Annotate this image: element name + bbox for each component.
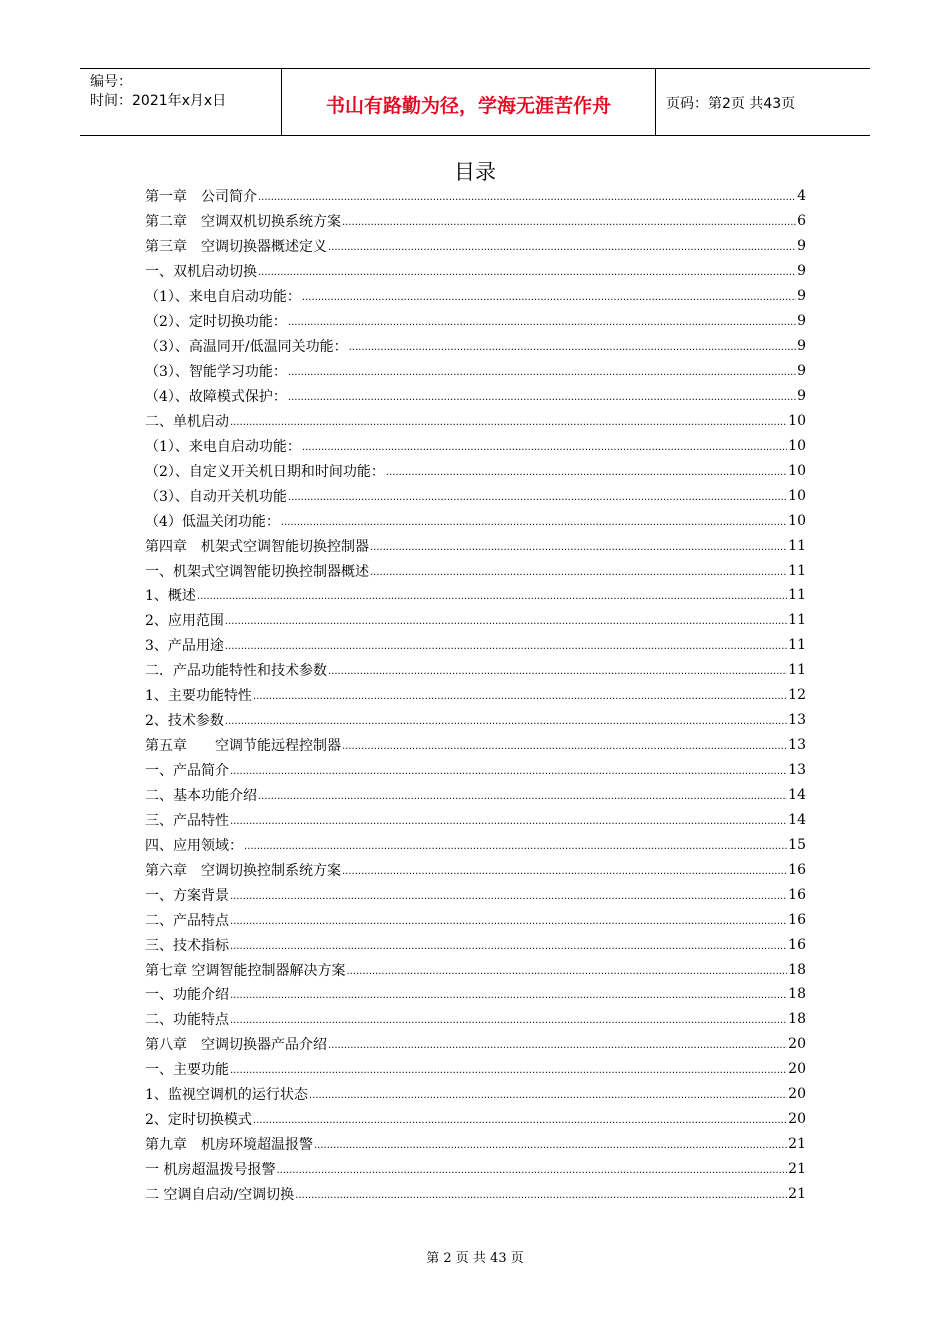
toc-entry[interactable] bbox=[145, 1082, 806, 1107]
toc-entry[interactable] bbox=[145, 758, 806, 783]
toc-leader-dots bbox=[276, 1163, 787, 1177]
toc-entry-label: 一 机房超温拨号报警 bbox=[145, 1162, 276, 1179]
toc-entry[interactable] bbox=[145, 932, 806, 957]
toc-entry-label: 二、单机启动 bbox=[145, 413, 229, 430]
toc-entry-label: （3）、高温同开/低温同关功能： bbox=[145, 339, 348, 356]
toc-leader-dots bbox=[253, 689, 787, 703]
toc-entry[interactable] bbox=[145, 209, 806, 234]
toc-leader-dots bbox=[225, 714, 787, 728]
page-header bbox=[80, 68, 870, 136]
toc-entry-page: 9 bbox=[797, 288, 806, 305]
toc-leader-dots bbox=[230, 939, 787, 953]
toc-entry[interactable] bbox=[145, 583, 806, 608]
toc-entry-page: 10 bbox=[788, 462, 806, 479]
toc-entry[interactable] bbox=[145, 408, 806, 433]
document-number: 编号： bbox=[90, 74, 132, 90]
toc-entry[interactable] bbox=[145, 658, 806, 683]
toc-entry-label: （3）、智能学习功能： bbox=[145, 364, 287, 381]
toc-leader-dots bbox=[253, 1113, 787, 1127]
toc-leader-dots bbox=[197, 589, 787, 603]
table-of-contents bbox=[145, 184, 806, 1206]
toc-entry-page: 10 bbox=[788, 437, 806, 454]
toc-entry-label: 二．产品功能特性和技术参数 bbox=[145, 663, 327, 680]
toc-entry[interactable] bbox=[145, 783, 806, 808]
toc-leader-dots bbox=[230, 814, 787, 828]
toc-entry-page: 11 bbox=[788, 562, 806, 579]
toc-entry-label: 二、基本功能介绍 bbox=[145, 787, 257, 804]
toc-entry-label: 三、技术指标 bbox=[145, 937, 229, 954]
toc-entry-label: 一、主要功能 bbox=[145, 1062, 229, 1079]
toc-leader-dots bbox=[302, 290, 796, 304]
toc-leader-dots bbox=[230, 1063, 787, 1077]
toc-entry-page: 16 bbox=[788, 911, 806, 928]
toc-entry[interactable] bbox=[145, 708, 806, 733]
toc-entry[interactable] bbox=[145, 558, 806, 583]
toc-leader-dots bbox=[295, 1188, 787, 1202]
toc-leader-dots bbox=[230, 988, 787, 1002]
toc-entry-label: 2、定时切换模式 bbox=[145, 1112, 252, 1129]
toc-entry-label: （2）、自定义开关机日期和时间功能： bbox=[145, 463, 385, 480]
toc-leader-dots bbox=[288, 390, 796, 404]
toc-leader-dots bbox=[309, 1088, 787, 1102]
toc-entry-page: 9 bbox=[797, 313, 806, 330]
toc-entry[interactable] bbox=[145, 907, 806, 932]
toc-entry[interactable] bbox=[145, 982, 806, 1007]
toc-entry[interactable] bbox=[145, 533, 806, 558]
toc-entry-page: 18 bbox=[788, 961, 806, 978]
toc-entry-page: 10 bbox=[788, 487, 806, 504]
toc-entry-page: 13 bbox=[788, 737, 806, 754]
toc-entry[interactable] bbox=[145, 234, 806, 259]
toc-entry-page: 11 bbox=[788, 662, 806, 679]
toc-entry[interactable] bbox=[145, 1132, 806, 1157]
toc-entry[interactable] bbox=[145, 309, 806, 334]
toc-leader-dots bbox=[225, 639, 787, 653]
toc-entry-page: 18 bbox=[788, 1011, 806, 1028]
toc-leader-dots bbox=[230, 415, 787, 429]
toc-entry[interactable] bbox=[145, 483, 806, 508]
toc-entry-label: 第九章 机房环境超温报警 bbox=[145, 1137, 313, 1154]
toc-entry[interactable] bbox=[145, 857, 806, 882]
toc-entry-label: 第四章 机架式空调智能切换控制器 bbox=[145, 538, 369, 555]
toc-entry[interactable] bbox=[145, 1057, 806, 1082]
toc-entry[interactable] bbox=[145, 1032, 806, 1057]
toc-entry-page: 20 bbox=[788, 1036, 806, 1053]
toc-entry-page: 18 bbox=[788, 986, 806, 1003]
document-date: 时间：2021年x月x日 bbox=[90, 93, 227, 109]
header-meta bbox=[80, 69, 282, 135]
toc-entry-page: 20 bbox=[788, 1061, 806, 1078]
toc-entry-label: （1）、来电自启动功能： bbox=[145, 438, 301, 455]
toc-leader-dots bbox=[230, 914, 787, 928]
toc-entry-page: 11 bbox=[788, 637, 806, 654]
toc-leader-dots bbox=[258, 190, 796, 204]
toc-entry-page: 9 bbox=[797, 363, 806, 380]
toc-entry[interactable] bbox=[145, 957, 806, 982]
toc-leader-dots bbox=[288, 490, 787, 504]
toc-entry-page: 9 bbox=[797, 238, 806, 255]
toc-entry-page: 12 bbox=[788, 687, 806, 704]
toc-entry-label: 一、方案背景 bbox=[145, 887, 229, 904]
toc-entry-page: 13 bbox=[788, 712, 806, 729]
toc-leader-dots bbox=[230, 764, 787, 778]
toc-leader-dots bbox=[342, 215, 796, 229]
toc-entry[interactable] bbox=[145, 259, 806, 284]
toc-entry-label: 三、产品特性 bbox=[145, 812, 229, 829]
toc-entry-label: （4）、故障模式保护： bbox=[145, 388, 287, 405]
toc-leader-dots bbox=[342, 739, 787, 753]
toc-entry-label: 四、应用领域： bbox=[145, 837, 243, 854]
toc-entry-page: 4 bbox=[797, 188, 806, 205]
toc-entry-label: （2）、定时切换功能： bbox=[145, 314, 287, 331]
toc-leader-dots bbox=[370, 540, 787, 554]
toc-leader-dots bbox=[346, 964, 787, 978]
toc-entry[interactable] bbox=[145, 633, 806, 658]
toc-entry-page: 16 bbox=[788, 886, 806, 903]
toc-entry[interactable] bbox=[145, 384, 806, 409]
toc-entry[interactable] bbox=[145, 359, 806, 384]
toc-entry-label: 第五章 空调节能远程控制器 bbox=[145, 738, 341, 755]
toc-entry-label: 3、产品用途 bbox=[145, 638, 224, 655]
toc-entry-label: 一、机架式空调智能切换控制器概述 bbox=[145, 563, 369, 580]
toc-entry-page: 15 bbox=[788, 836, 806, 853]
toc-leader-dots bbox=[328, 1038, 787, 1052]
toc-entry[interactable] bbox=[145, 832, 806, 857]
toc-entry-label: 1、概述 bbox=[145, 588, 196, 605]
toc-leader-dots bbox=[349, 340, 796, 354]
toc-leader-dots bbox=[258, 789, 787, 803]
toc-entry-page: 6 bbox=[797, 213, 806, 230]
toc-entry[interactable] bbox=[145, 1007, 806, 1032]
toc-entry-page: 11 bbox=[788, 612, 806, 629]
toc-entry-page: 14 bbox=[788, 786, 806, 803]
toc-leader-dots bbox=[386, 465, 787, 479]
page-footer: 第 2 页 共 43 页 bbox=[426, 1251, 524, 1266]
toc-entry-page: 14 bbox=[788, 811, 806, 828]
toc-leader-dots bbox=[328, 240, 796, 254]
toc-leader-dots bbox=[328, 664, 787, 678]
toc-entry[interactable] bbox=[145, 184, 806, 209]
toc-entry-label: 2、技术参数 bbox=[145, 713, 224, 730]
toc-entry-page: 9 bbox=[797, 338, 806, 355]
header-page-info: 页码：第2页 共43页 bbox=[666, 96, 796, 112]
toc-entry[interactable] bbox=[145, 1157, 806, 1182]
toc-entry-label: 1、主要功能特性 bbox=[145, 688, 252, 705]
toc-entry[interactable] bbox=[145, 733, 806, 758]
toc-entry-page: 21 bbox=[788, 1185, 806, 1202]
toc-entry-label: 一、产品简介 bbox=[145, 763, 229, 780]
toc-entry-page: 10 bbox=[788, 512, 806, 529]
toc-leader-dots bbox=[225, 614, 787, 628]
toc-entry[interactable] bbox=[145, 683, 806, 708]
toc-entry-page: 9 bbox=[797, 387, 806, 404]
toc-entry[interactable] bbox=[145, 608, 806, 633]
toc-entry-page: 21 bbox=[788, 1136, 806, 1153]
toc-entry-label: 第七章 空调智能控制器解决方案 bbox=[145, 962, 346, 979]
toc-leader-dots bbox=[230, 889, 787, 903]
toc-entry[interactable] bbox=[145, 334, 806, 359]
toc-leader-dots bbox=[288, 365, 796, 379]
toc-entry-page: 11 bbox=[788, 537, 806, 554]
toc-entry-page: 20 bbox=[788, 1086, 806, 1103]
toc-entry-label: 第三章 空调切换器概述定义 bbox=[145, 239, 327, 256]
toc-entry-label: 2、应用范围 bbox=[145, 613, 224, 630]
toc-entry[interactable] bbox=[145, 1107, 806, 1132]
toc-entry-page: 21 bbox=[788, 1161, 806, 1178]
toc-entry-label: 第二章 空调双机切换系统方案 bbox=[145, 214, 341, 231]
toc-entry-label: （3）、自动开关机功能 bbox=[145, 488, 287, 505]
toc-entry-label: 二、功能特点 bbox=[145, 1012, 229, 1029]
toc-entry-page: 16 bbox=[788, 861, 806, 878]
toc-entry[interactable] bbox=[145, 882, 806, 907]
toc-entry-label: 第八章 空调切换器产品介绍 bbox=[145, 1037, 327, 1054]
toc-entry-label: 一、功能介绍 bbox=[145, 987, 229, 1004]
toc-leader-dots bbox=[230, 1013, 787, 1027]
toc-leader-dots bbox=[244, 839, 787, 853]
toc-leader-dots bbox=[342, 864, 787, 878]
toc-entry-page: 9 bbox=[797, 263, 806, 280]
toc-entry-label: 1、监视空调机的运行状态 bbox=[145, 1087, 308, 1104]
toc-leader-dots bbox=[302, 440, 787, 454]
toc-leader-dots bbox=[314, 1138, 787, 1152]
toc-entry-page: 20 bbox=[788, 1111, 806, 1128]
toc-entry-label: （1）、来电自启动功能： bbox=[145, 289, 301, 306]
toc-leader-dots bbox=[281, 515, 787, 529]
toc-entry-page: 10 bbox=[788, 412, 806, 429]
toc-entry-label: 第一章 公司简介 bbox=[145, 189, 257, 206]
toc-entry-page: 13 bbox=[788, 762, 806, 779]
toc-entry[interactable] bbox=[145, 284, 806, 309]
toc-leader-dots bbox=[288, 315, 796, 329]
toc-title: 目录 bbox=[454, 160, 496, 184]
toc-entry-label: （4）低温关闭功能： bbox=[145, 513, 280, 530]
toc-entry-label: 第六章 空调切换控制系统方案 bbox=[145, 862, 341, 879]
toc-leader-dots bbox=[258, 265, 796, 279]
toc-entry-page: 16 bbox=[788, 936, 806, 953]
header-motto: 书山有路勤为径，学海无涯苦作舟 bbox=[282, 69, 656, 135]
toc-entry[interactable] bbox=[145, 433, 806, 458]
toc-entry-label: 一、双机启动切换 bbox=[145, 264, 257, 281]
toc-entry[interactable] bbox=[145, 807, 806, 832]
toc-entry-label: 二、产品特点 bbox=[145, 912, 229, 929]
toc-entry[interactable] bbox=[145, 458, 806, 483]
toc-entry[interactable] bbox=[145, 1182, 806, 1207]
toc-leader-dots bbox=[370, 565, 787, 579]
toc-entry-page: 11 bbox=[788, 587, 806, 604]
toc-entry-label: 二 空调自启动/空调切换 bbox=[145, 1186, 295, 1203]
toc-entry[interactable] bbox=[145, 508, 806, 533]
